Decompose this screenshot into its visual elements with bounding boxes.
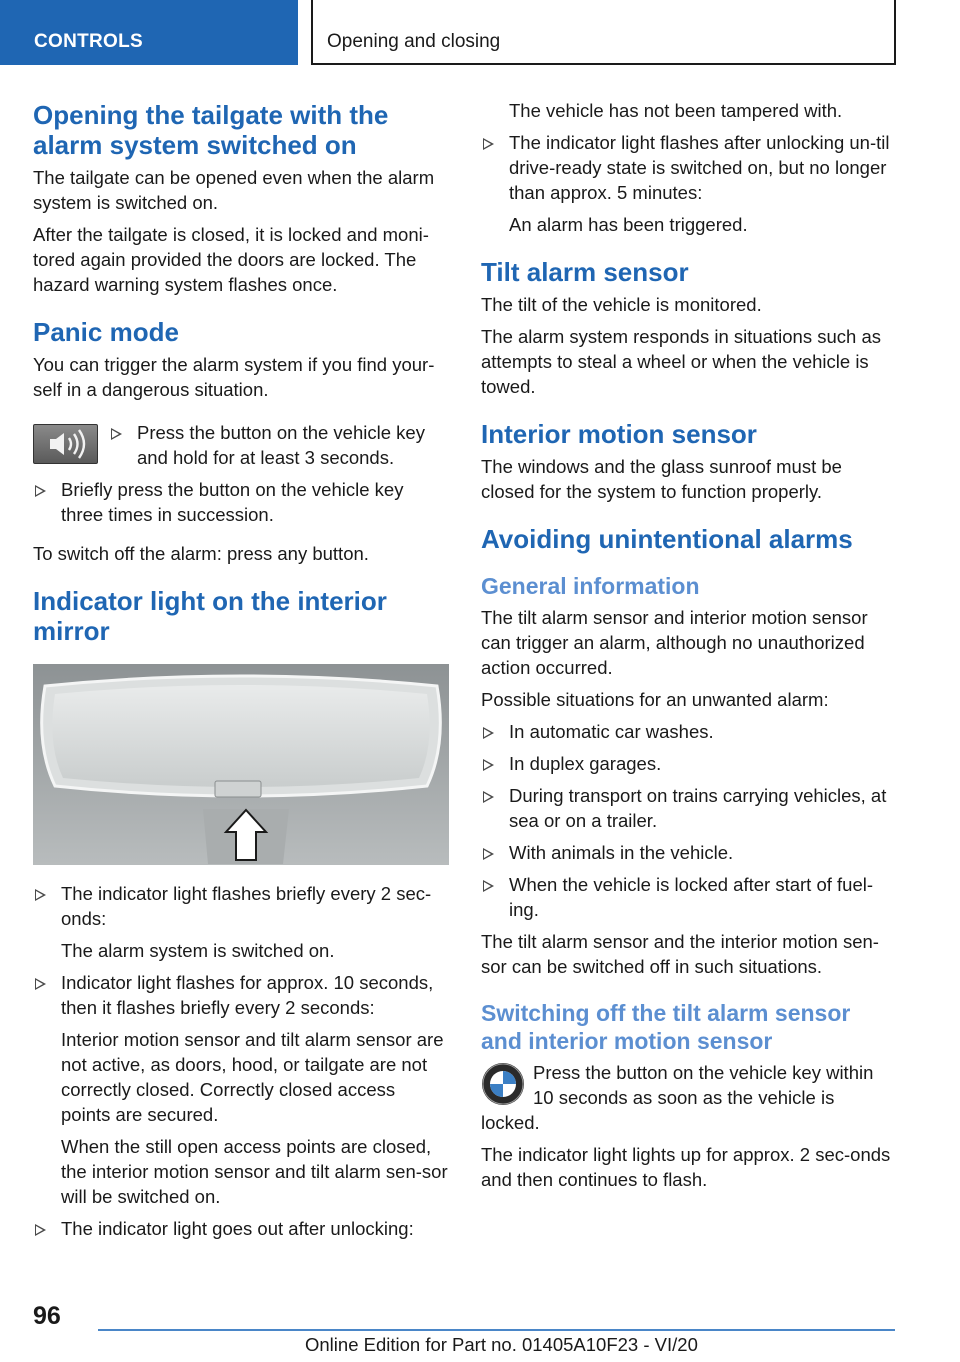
list-item: Press the button on the vehicle key and hold for at least 3 seconds. bbox=[109, 420, 449, 470]
tilt-para-1: The tilt of the vehicle is monitored. bbox=[481, 294, 762, 315]
bullet-triangle-icon bbox=[483, 727, 494, 739]
list-item: The indicator light goes out after unlocking: bbox=[33, 1216, 449, 1241]
list-item: During transport on trains carrying vehicles, at sea or on a trailer. bbox=[481, 783, 897, 833]
list-item: In duplex garages. bbox=[481, 751, 897, 776]
panic-para-1: You can trigger the alarm system if you find your-self in a dangerous situation. bbox=[33, 354, 435, 400]
avoid-para-2: Possible situations for an unwanted alarm: bbox=[481, 689, 829, 710]
heading-tilt-alarm: Tilt alarm sensor bbox=[481, 257, 689, 287]
heading-avoiding-alarms: Avoiding unintentional alarms bbox=[481, 524, 853, 554]
switchoff-para-1: Press the button on the vehicle key within 10 seconds as soon as the vehicle is locked. bbox=[481, 1062, 874, 1133]
panic-key-row bbox=[33, 420, 449, 470]
panic-button-icon bbox=[33, 424, 98, 464]
panic-para-2: To switch off the alarm: press any button. bbox=[33, 543, 369, 564]
bullet-triangle-icon bbox=[483, 880, 494, 892]
list-item: Briefly press the button on the vehicle key three times in succession. bbox=[33, 477, 449, 527]
heading-indicator-light: Indicator light on the interior mirror bbox=[33, 586, 387, 646]
avoid-para-3: The tilt alarm sensor and the interior motion sen-sor can be switched off in such situations. bbox=[481, 931, 879, 977]
motion-para-1: The windows and the glass sunroof must be closed for the system to function properly. bbox=[481, 456, 842, 502]
bullet-triangle-icon bbox=[35, 485, 46, 497]
bullet-triangle-icon bbox=[35, 889, 46, 901]
indicator-list-cont bbox=[481, 130, 897, 237]
avoid-situations-list bbox=[481, 719, 897, 922]
panic-list bbox=[33, 477, 449, 527]
header-chapter: Opening and closing bbox=[311, 0, 896, 65]
list-item: The indicator light flashes briefly every 2 sec-onds: The alarm system is switched on. bbox=[33, 881, 449, 963]
list-item: The indicator light flashes after unlocking un-til drive-ready state is switched on, but no longer than approx. 5 minutes: An alarm has been triggered. bbox=[481, 130, 897, 237]
list-item: With animals in the vehicle. bbox=[481, 840, 897, 865]
bullet-triangle-icon bbox=[483, 759, 494, 771]
bullet-triangle-icon bbox=[35, 1224, 46, 1236]
interior-mirror-illustration bbox=[33, 664, 449, 865]
indicator-list bbox=[33, 881, 449, 1241]
heading-tailgate: Opening the tailgate with the alarm system switched on bbox=[33, 100, 389, 160]
switchoff-para-2: The indicator light lights up for approx. 2 sec-onds and then continues to flash. bbox=[481, 1144, 891, 1190]
page-number: 96 bbox=[33, 1302, 61, 1330]
left-column bbox=[33, 100, 449, 1248]
footer-edition: Online Edition for Part no. 01405A10F23 - VI/20 bbox=[305, 1334, 698, 1355]
tilt-para-2: The alarm system responds in situations such as attempts to steal a wheel or when the vehicle is towed. bbox=[481, 326, 881, 397]
list-item: In automatic car washes. bbox=[481, 719, 897, 744]
heading-panic-mode: Panic mode bbox=[33, 317, 179, 347]
list-item: When the vehicle is locked after start of fuel-ing. bbox=[481, 872, 897, 922]
right-column bbox=[481, 98, 897, 1199]
bullet-triangle-icon bbox=[35, 978, 46, 990]
heading-switching-off: Switching off the tilt alarm sensor and interior motion sensor bbox=[481, 1000, 851, 1054]
footer-divider bbox=[98, 1329, 895, 1331]
bullet-triangle-icon bbox=[483, 138, 494, 150]
speaker-icon bbox=[34, 425, 97, 463]
header-section: CONTROLS bbox=[0, 0, 298, 65]
heading-general-info: General information bbox=[481, 573, 700, 599]
tailgate-para-1: The tailgate can be opened even when the alarm system is switched on. bbox=[33, 167, 435, 213]
tailgate-para-2: After the tailgate is closed, it is locked and moni-tored again provided the doors are locked. The hazard warning system flashes once. bbox=[33, 224, 429, 295]
bullet-triangle-icon bbox=[111, 428, 122, 440]
bmw-logo-icon bbox=[481, 1062, 525, 1106]
continued-text: The vehicle has not been tampered with. bbox=[509, 100, 843, 121]
panic-key-list bbox=[109, 420, 449, 470]
bullet-triangle-icon bbox=[483, 848, 494, 860]
heading-interior-motion: Interior motion sensor bbox=[481, 419, 757, 449]
list-item: Indicator light flashes for approx. 10 seconds, then it flashes briefly every 2 seconds: Interior motion sensor and tilt alarm sensor are not active, as doors, hood, or tailgate are not correctly closed. Correctly closed access points are secured. When the still open access points are closed, the interior motion sensor and tilt alarm sen-sor will be switched on. bbox=[33, 970, 449, 1209]
bullet-triangle-icon bbox=[483, 791, 494, 803]
avoid-para-1: The tilt alarm sensor and interior motion sensor can trigger an alarm, although no unauthorized action occurred. bbox=[481, 607, 868, 678]
switchoff-key-row bbox=[481, 1060, 897, 1135]
